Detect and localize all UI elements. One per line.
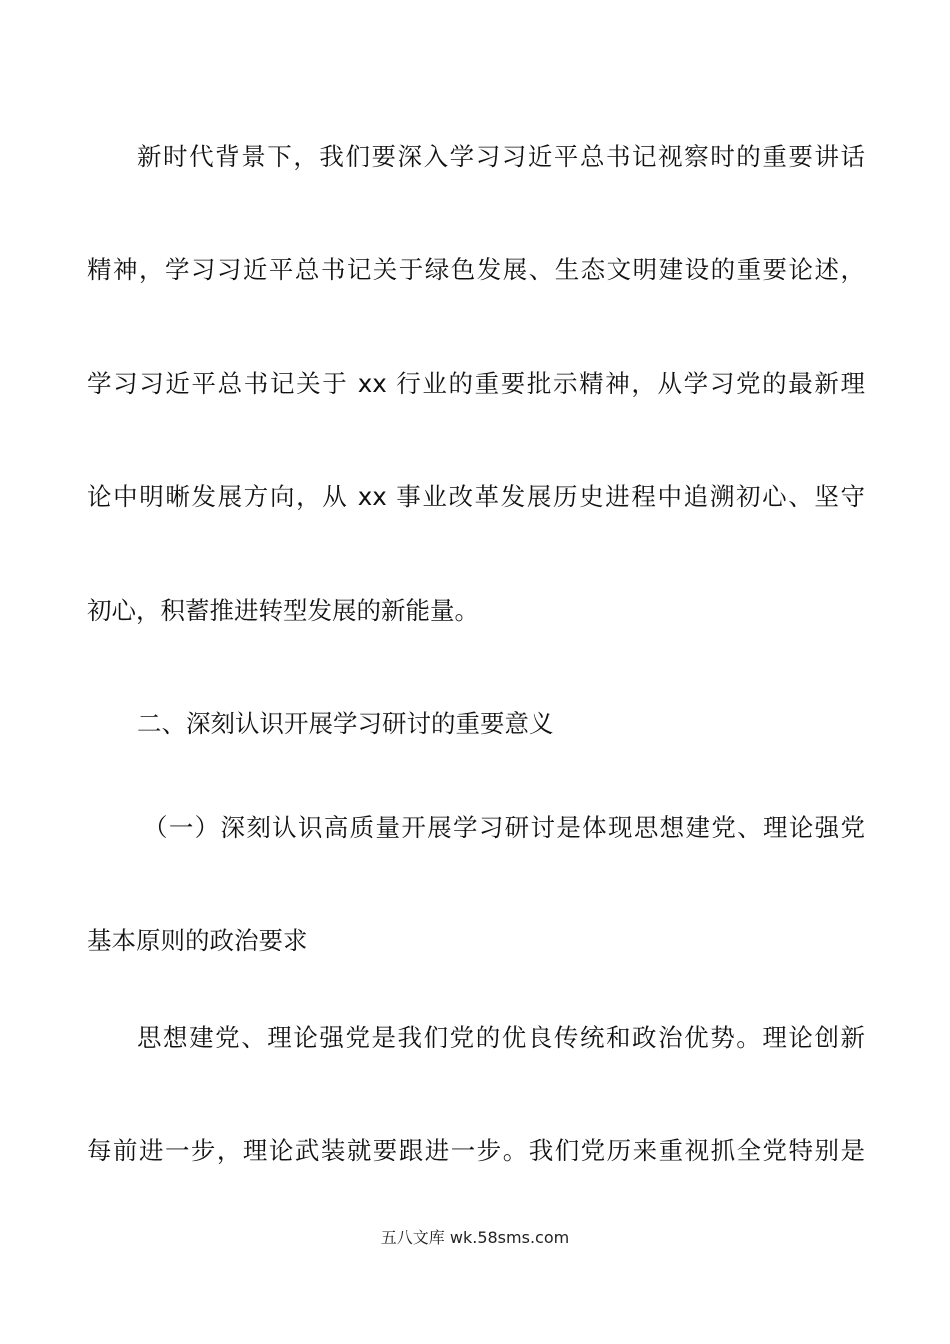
subsection-heading-line-2: 基本原则的政治要求 [87,926,308,955]
section-heading: 二、深刻认识开展学习研讨的重要意义 [137,709,554,738]
paragraph-line-1: 新时代背景下，我们要深入学习习近平总书记视察时的重要讲话 [137,142,865,171]
footer-watermark: 五八文库 wk.58sms.com [380,1228,570,1247]
paragraph-line-2: 精神，学习习近平总书记关于绿色发展、生态文明建设的重要论述， [87,255,865,284]
paragraph-line-3: 学习习近平总书记关于 xx 行业的重要批示精神，从学习党的最新理 [87,369,865,398]
paragraph-line-7: 每前进一步，理论武装就要跟进一步。我们党历来重视抓全党特别是 [87,1136,865,1165]
paragraph-line-6: 思想建党、理论强党是我们党的优良传统和政治优势。理论创新 [137,1023,865,1052]
subsection-heading-line-1: （一）深刻认识高质量开展学习研讨是体现思想建党、理论强党 [143,813,865,842]
paragraph-line-4: 论中明晰发展方向，从 xx 事业改革发展历史进程中追溯初心、坚守 [87,482,865,511]
paragraph-line-5: 初心，积蓄推进转型发展的新能量。 [87,596,479,625]
